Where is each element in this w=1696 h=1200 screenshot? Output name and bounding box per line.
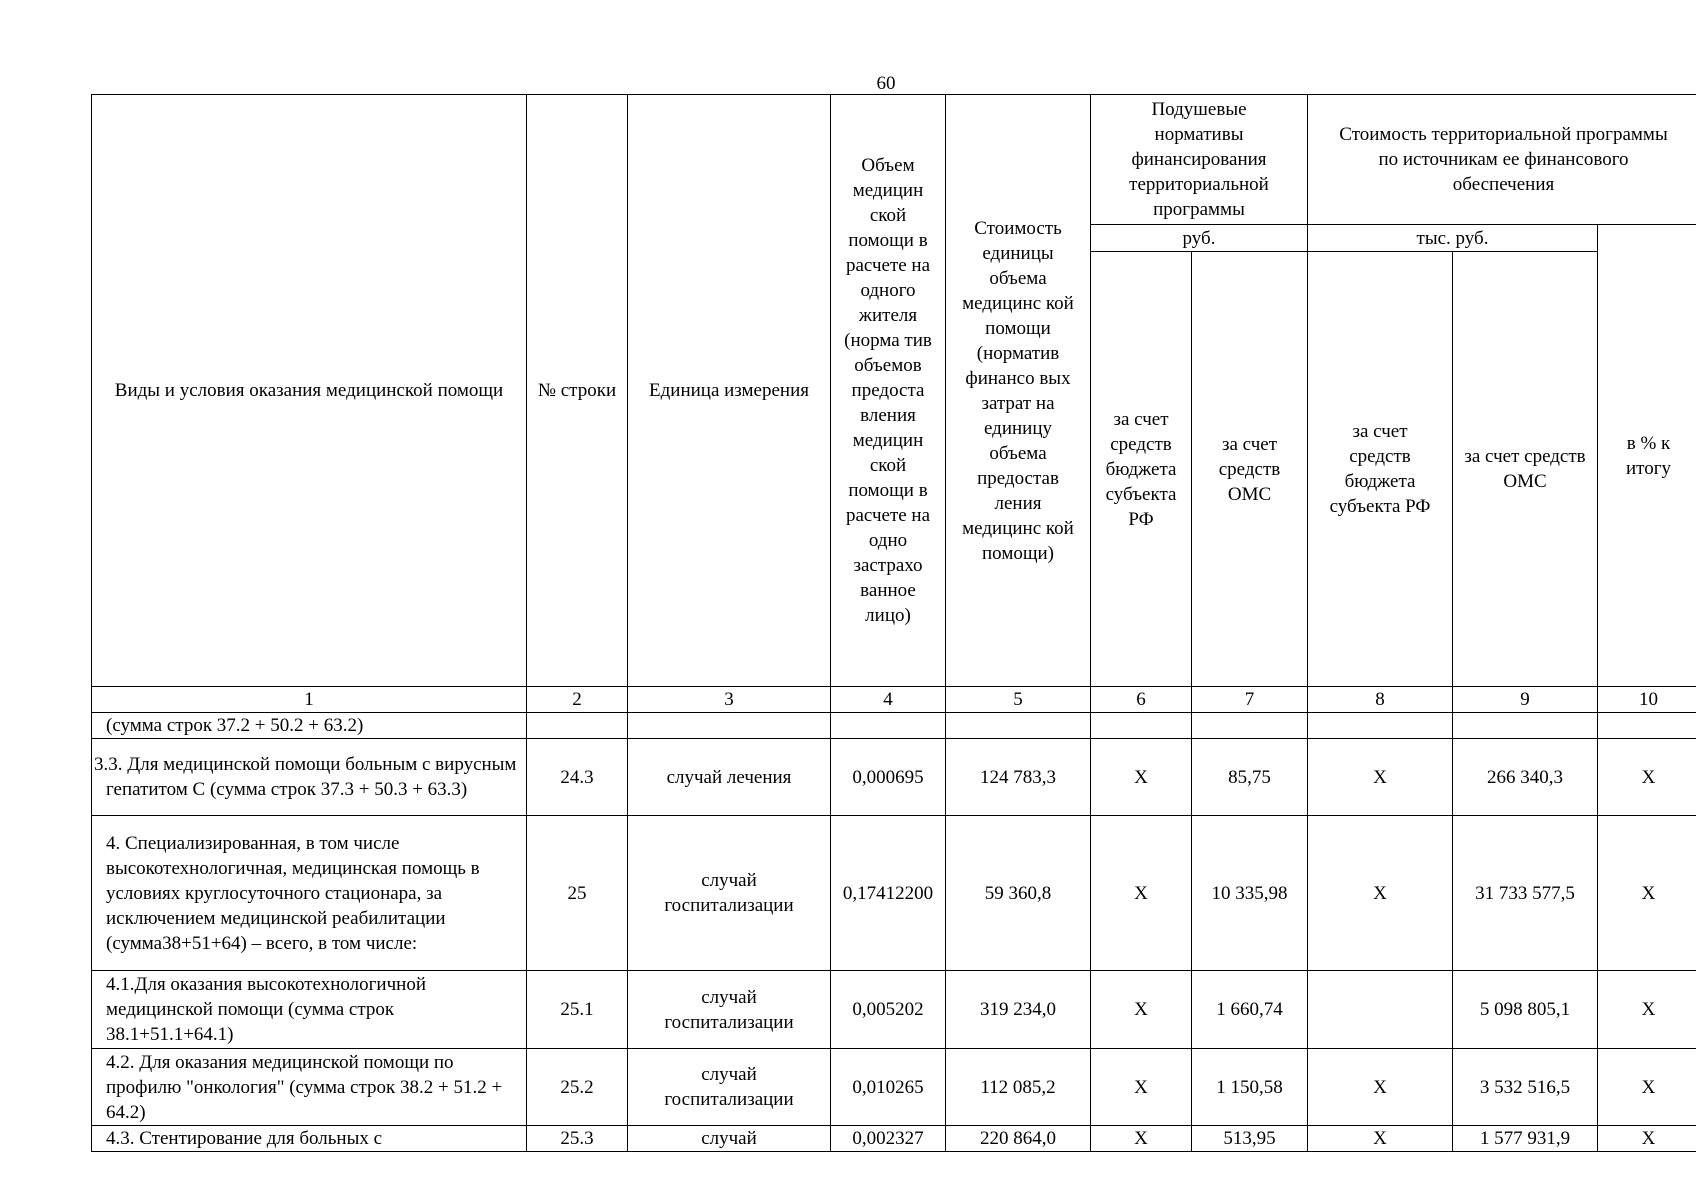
row-line-number: 24.3 — [527, 739, 628, 816]
row-cost-oms: 3 532 516,5 — [1453, 1049, 1598, 1126]
row-unit-cost — [946, 713, 1091, 739]
column-number: 1 — [92, 687, 527, 713]
row-per-capita-oms: 1 660,74 — [1192, 971, 1308, 1049]
table-row — [92, 816, 1696, 971]
row-percent: Х — [1598, 1126, 1696, 1152]
row-line-number: 25 — [527, 816, 628, 971]
header-per-capita-budget: за счет средств бюджета субъекта РФ — [1091, 252, 1192, 687]
row-name: 4.2. Для оказания медицинской помощи по профилю "онкология" (сумма строк 38.2 + 51.2 + 64.2) — [92, 1049, 527, 1126]
row-percent: Х — [1598, 1049, 1696, 1126]
row-cost-budget: Х — [1308, 816, 1453, 971]
row-per-capita-oms: 513,95 — [1192, 1126, 1308, 1152]
row-per-capita-budget — [1091, 713, 1192, 739]
row-line-number — [527, 713, 628, 739]
row-volume: 0,000695 — [831, 739, 946, 816]
row-cost-budget: Х — [1308, 739, 1453, 816]
column-number: 9 — [1453, 687, 1598, 713]
row-name: (сумма строк 37.2 + 50.2 + 63.2) — [92, 713, 527, 739]
column-number: 6 — [1091, 687, 1192, 713]
row-line-number: 25.3 — [527, 1126, 628, 1152]
column-number: 7 — [1192, 687, 1308, 713]
column-number-row — [92, 687, 1696, 713]
header-unit: Единица измерения — [628, 95, 831, 687]
row-volume: 0,010265 — [831, 1049, 946, 1126]
column-number: 2 — [527, 687, 628, 713]
table-row — [92, 1049, 1696, 1126]
header-unit-thousand-rub: тыс. руб. — [1308, 225, 1598, 252]
table-row — [92, 739, 1696, 816]
row-per-capita-oms: 10 335,98 — [1192, 816, 1308, 971]
row-volume: 0,17412200 — [831, 816, 946, 971]
header-unit-cost: Стоимость единицы объема медицинс кой помощи (норматив финансо вых затрат на единицу объема предостав ления медицинс кой помощи) — [946, 95, 1091, 687]
column-number: 3 — [628, 687, 831, 713]
row-per-capita-oms — [1192, 713, 1308, 739]
header-cost-budget: за счет средств бюджета субъекта РФ — [1308, 252, 1453, 687]
row-cost-oms: 266 340,3 — [1453, 739, 1598, 816]
column-number: 5 — [946, 687, 1091, 713]
row-cost-oms: 1 577 931,9 — [1453, 1126, 1598, 1152]
row-cost-oms: 31 733 577,5 — [1453, 816, 1598, 971]
row-per-capita-budget: Х — [1091, 739, 1192, 816]
row-cost-budget — [1308, 971, 1453, 1049]
header-cost-oms: за счет средств ОМС — [1453, 252, 1598, 687]
row-cost-budget: Х — [1308, 1126, 1453, 1152]
row-cost-oms: 5 098 805,1 — [1453, 971, 1598, 1049]
row-per-capita-oms: 85,75 — [1192, 739, 1308, 816]
row-line-number: 25.2 — [527, 1049, 628, 1126]
header-unit-rub: руб. — [1091, 225, 1308, 252]
table-row — [92, 713, 1696, 739]
row-per-capita-budget: Х — [1091, 816, 1192, 971]
row-volume — [831, 713, 946, 739]
row-unit-cost: 319 234,0 — [946, 971, 1091, 1049]
table-row — [92, 1126, 1696, 1152]
row-unit: случай лечения — [628, 739, 831, 816]
row-percent: Х — [1598, 971, 1696, 1049]
header-volume: Объем медицин ской помощи в расчете на одного жителя (норма тив объемов предоста вления медицин ской помощи в расчете на одно застрахо ванное лицо) — [831, 95, 946, 687]
row-cost-budget — [1308, 713, 1453, 739]
column-number: 10 — [1598, 687, 1696, 713]
row-unit — [628, 713, 831, 739]
header-kind-conditions: Виды и условия оказания медицинской помощи — [92, 95, 527, 687]
row-cost-budget: Х — [1308, 1049, 1453, 1126]
row-unit: случай — [628, 1126, 831, 1152]
column-number: 8 — [1308, 687, 1453, 713]
row-unit-cost: 112 085,2 — [946, 1049, 1091, 1126]
row-per-capita-oms: 1 150,58 — [1192, 1049, 1308, 1126]
row-name: 4.1.Для оказания высокотехнологичной медицинской помощи (сумма строк 38.1+51.1+64.1) — [92, 971, 527, 1049]
row-name: 4. Специализированная, в том числе высокотехнологичная, медицинская помощь в условиях круглосуточного стационара, за исключением медицинской реабилитации (сумма38+51+64) – всего, в том числе: — [92, 816, 527, 971]
row-name: 3.3. Для медицинской помощи больным с вирусным гепатитом С (сумма строк 37.3 + 50.3 + 63.3) — [92, 739, 527, 816]
row-percent: Х — [1598, 739, 1696, 816]
row-percent: Х — [1598, 816, 1696, 971]
row-per-capita-budget: Х — [1091, 1126, 1192, 1152]
row-volume: 0,005202 — [831, 971, 946, 1049]
row-per-capita-budget: Х — [1091, 1049, 1192, 1126]
header-percent: в % к итогу — [1598, 225, 1696, 687]
header-per-capita-group: Подушевые нормативы финансирования территориальной программы — [1091, 95, 1308, 225]
row-cost-oms — [1453, 713, 1598, 739]
header-line-number: № строки — [527, 95, 628, 687]
row-unit-cost: 220 864,0 — [946, 1126, 1091, 1152]
row-unit-cost: 59 360,8 — [946, 816, 1091, 971]
row-per-capita-budget: Х — [1091, 971, 1192, 1049]
column-number: 4 — [831, 687, 946, 713]
row-name: 4.3. Стентирование для больных с — [92, 1126, 527, 1152]
row-unit: случай госпитализации — [628, 1049, 831, 1126]
financing-table — [91, 94, 1696, 1152]
row-line-number: 25.1 — [527, 971, 628, 1049]
header-per-capita-oms: за счет средств ОМС — [1192, 252, 1308, 687]
row-unit: случай госпитализации — [628, 816, 831, 971]
row-volume: 0,002327 — [831, 1126, 946, 1152]
row-unit-cost: 124 783,3 — [946, 739, 1091, 816]
row-percent — [1598, 713, 1696, 739]
row-unit: случай госпитализации — [628, 971, 831, 1049]
header-cost-group: Стоимость территориальной программы по источникам ее финансового обеспечения — [1308, 95, 1696, 225]
page-number: 60 — [876, 73, 896, 94]
table-row — [92, 971, 1696, 1049]
